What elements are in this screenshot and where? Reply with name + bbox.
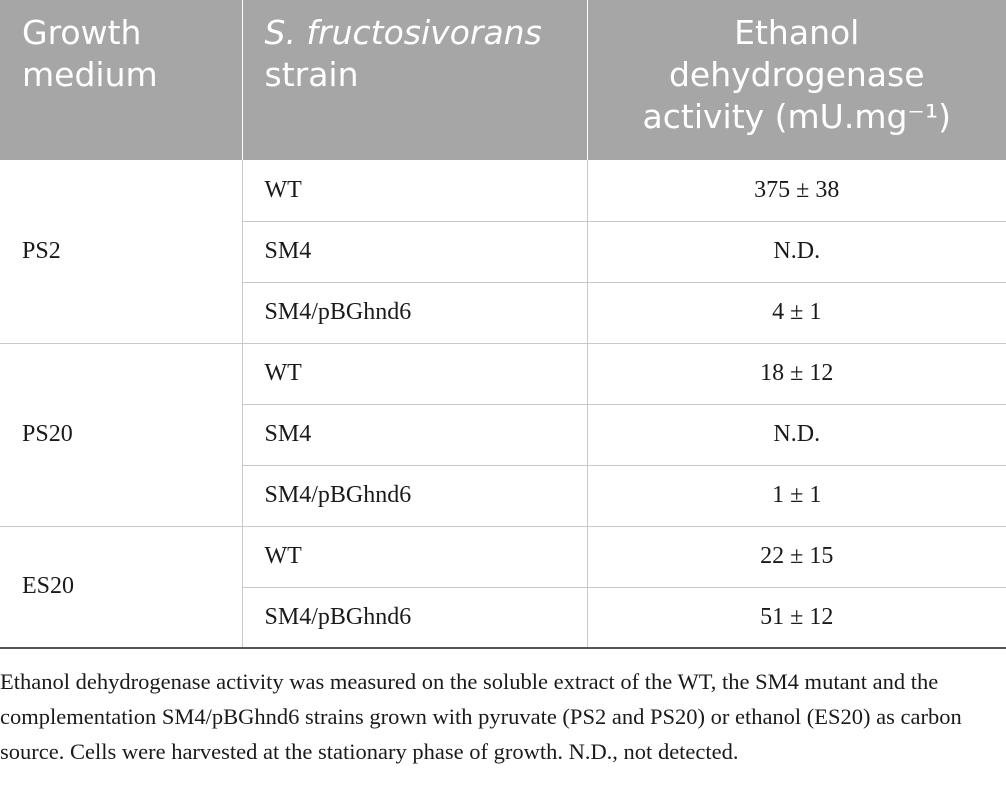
activity-cell: 51 ± 12 [587,587,1006,648]
table-row [0,343,1006,404]
header-growth-medium [0,0,242,160]
strain-cell: WT [242,343,587,404]
activity-cell: N.D. [587,404,1006,465]
strain-cell: SM4/pBGhnd6 [242,465,587,526]
activity-cell: 1 ± 1 [587,465,1006,526]
header-strain-species: S. fructosivorans [264,13,542,52]
header-strain-label: strain [264,55,359,94]
medium-cell: PS2 [0,160,242,343]
activity-cell: 22 ± 15 [587,526,1006,587]
strain-cell: SM4 [242,404,587,465]
activity-cell: 4 ± 1 [587,282,1006,343]
header-activity-line2: dehydrogenase [668,55,925,94]
header-growth-medium-label: Growth medium [22,13,158,94]
header-activity [587,0,1006,160]
header-row [0,0,1006,160]
activity-cell: 18 ± 12 [587,343,1006,404]
table-footnote: Ethanol dehydrogenase activity was measured on the soluble extract of the WT, the SM4 mutant and the complementation SM4/pBGhnd6 strains grown with pyruvate (PS2 and PS20) or ethanol (ES20) as carbon source. Cells were harvested at the stationary phase of growth. N.D., not detected. [0,669,962,764]
strain-cell: SM4 [242,221,587,282]
header-activity-line1: Ethanol [734,13,860,52]
strain-cell: WT [242,160,587,221]
strain-cell: SM4/pBGhnd6 [242,587,587,648]
strain-cell: SM4/pBGhnd6 [242,282,587,343]
table-row [0,526,1006,587]
activity-cell: N.D. [587,221,1006,282]
activity-cell: 375 ± 38 [587,160,1006,221]
header-activity-line3: activity (mU.mg⁻¹) [642,97,951,136]
table-row [0,160,1006,221]
header-strain [242,0,587,160]
medium-cell: PS20 [0,343,242,526]
medium-cell: ES20 [0,526,242,648]
strain-cell: WT [242,526,587,587]
